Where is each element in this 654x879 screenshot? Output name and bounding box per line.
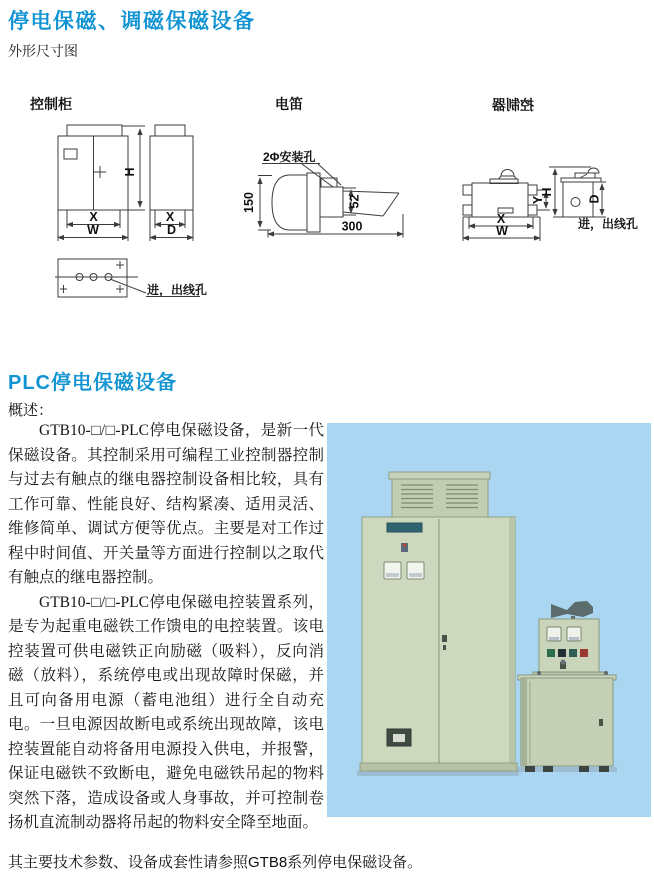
controller-dim-h: H bbox=[540, 187, 554, 197]
cabinet-dim-w: W bbox=[87, 223, 99, 237]
cabinet-dim-x: X bbox=[89, 210, 98, 224]
cabinet-dim-h: H bbox=[123, 167, 137, 177]
overview-label: 概述： bbox=[8, 402, 54, 419]
controller-dim-x: X bbox=[496, 212, 506, 226]
controller-front-view bbox=[463, 170, 550, 242]
cabinet-front-view bbox=[58, 125, 145, 241]
drawing-electric-horn bbox=[242, 96, 403, 238]
controller-dim-w: W bbox=[496, 224, 508, 238]
controller-hole-note: 进，出线孔 bbox=[578, 217, 639, 231]
horn-dim-52: 52 bbox=[347, 194, 362, 209]
cabinet-side-view bbox=[150, 125, 193, 241]
horn-label: 电笛 bbox=[275, 96, 303, 112]
plc-paragraph-1: GTB10-□/□-PLC停电保磁设备，是新一代保磁设备。其控制采用可编程工业控制器控制与过去有触点的继电器控制设备相比较，具有工作可靠、性能良好、结构紧凑、适用灵活、维修简单、调试方便等优点。主要是对工作过程中时间值、开关量等方面进行控制以之取代有触点的继电器控制。 bbox=[8, 422, 324, 586]
page-title: 停电保磁、调磁保磁设备 bbox=[8, 10, 256, 33]
drawing-control-cabinet bbox=[30, 96, 207, 297]
controller-dim-y: Y bbox=[531, 195, 545, 205]
footer-note: 其主要技术参数、设备成套性请参照GTB8系列停电保磁设备。 bbox=[8, 854, 423, 871]
drawing-controller bbox=[463, 97, 638, 241]
outline-dimension-drawings bbox=[0, 88, 654, 323]
plc-section-title: PLC停电保磁设备 bbox=[8, 372, 177, 394]
horn-mounting-hole-note: 2Φ安装孔 bbox=[263, 150, 316, 164]
horn-dim-150: 150 bbox=[242, 192, 256, 213]
equipment-photo-canvas bbox=[327, 423, 651, 817]
plc-paragraph-2: GTB10-□/□-PLC停电保磁电控装置系列，是专为起重电磁铁工作馈电的电控装置。该电控装置可供电磁铁正向励磁（吸料），反向消磁（放料），系统停电或出现故障时保磁，并且可向备用电源（蓄电池组）进行全自动充电。一旦电源因故断电或系统出现故障，该电控装置能自动将备用电源投入供电，并报警，保证电磁铁不致断电，避免电磁铁吊起的物料突然下落，造成设备或人身事故，并可控制卷扬机直流制动器将吊起的物料安全降至地面。 bbox=[8, 593, 324, 831]
terminal-box-hole-note: 进，出线孔 bbox=[147, 283, 208, 297]
photo-large-cabinet bbox=[357, 472, 519, 776]
cabinet-dim-d: D bbox=[166, 223, 177, 237]
cabinet-terminal-box bbox=[55, 259, 207, 297]
controller-label-mirrored: 控制器 bbox=[492, 97, 534, 113]
cabinet-label: 控制柜 bbox=[30, 96, 72, 112]
horn-dim-300: 300 bbox=[341, 219, 363, 234]
controller-dim-d: D bbox=[587, 194, 602, 204]
cabinet-side-dim-x: X bbox=[165, 210, 175, 224]
equipment-photo bbox=[327, 423, 651, 817]
plc-description bbox=[8, 419, 324, 836]
outline-dimension-label: 外形尺寸图 bbox=[8, 43, 78, 59]
